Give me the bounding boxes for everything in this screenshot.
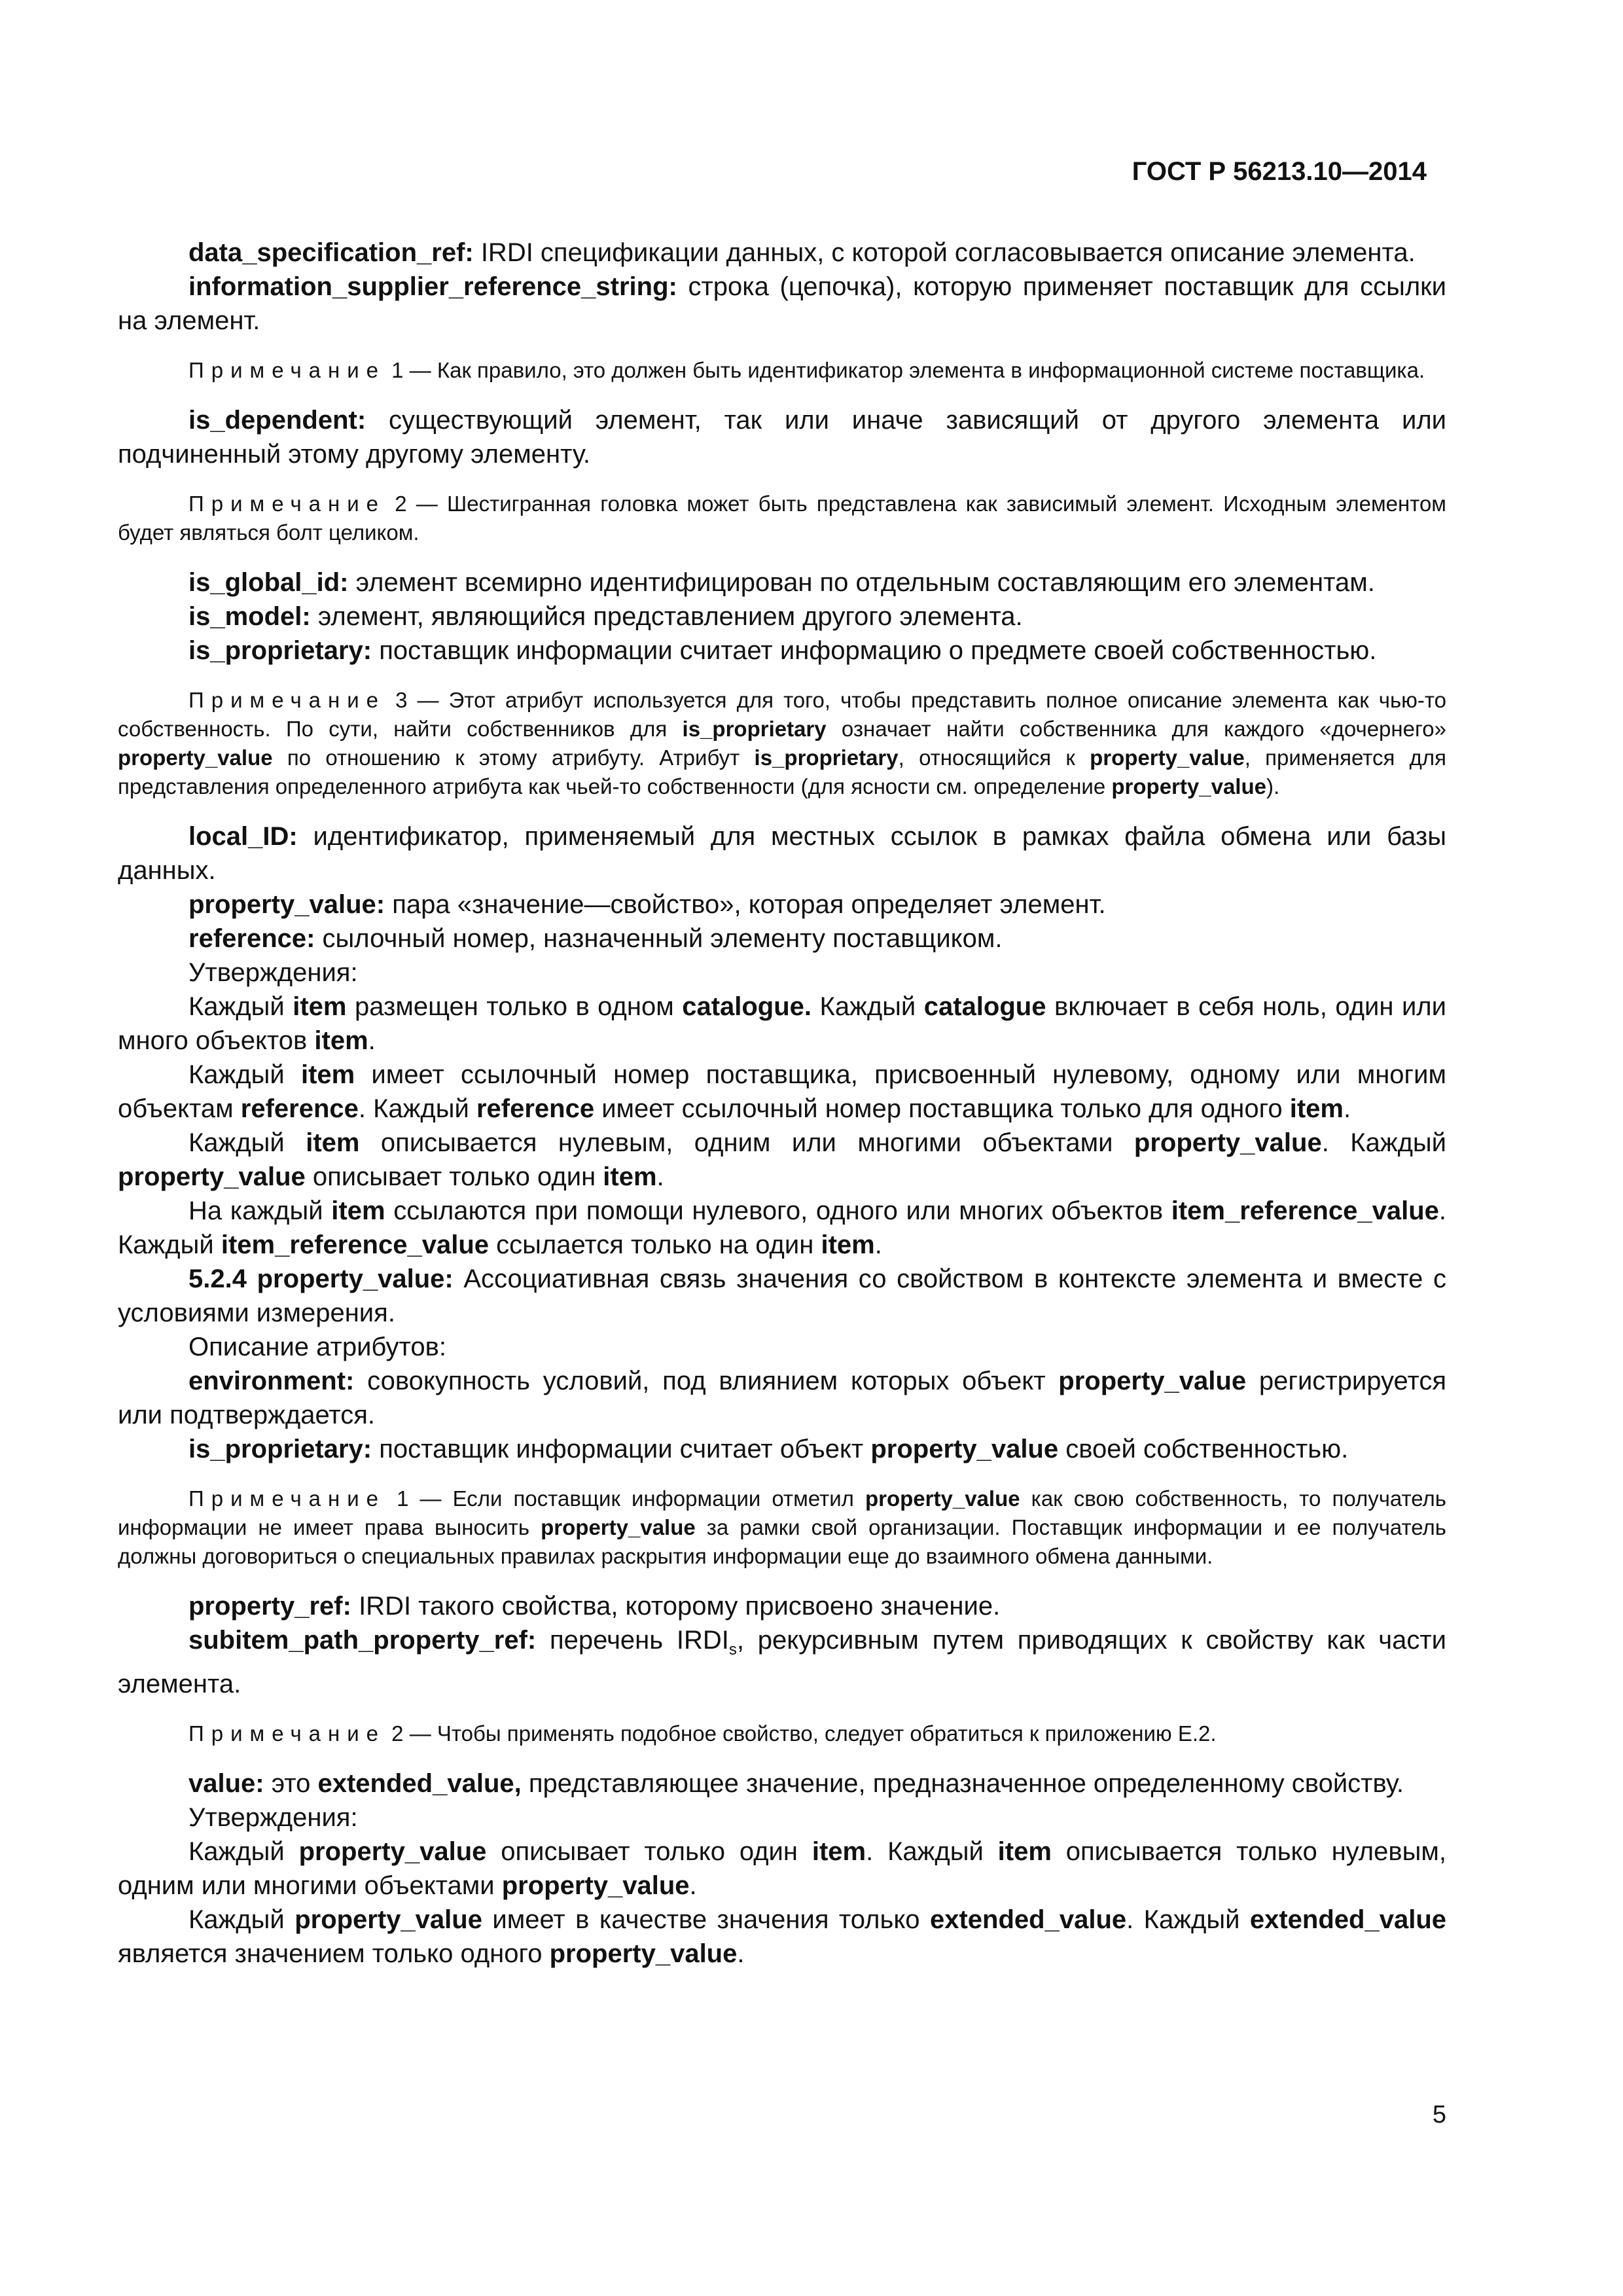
paragraph	[118, 1835, 1446, 1903]
note-label: Примечание	[188, 358, 386, 382]
paragraph	[118, 565, 1446, 600]
document-number: ГОСТ Р 56213.10—2014	[1132, 157, 1427, 186]
text-run: поставщик информации считает объект	[372, 1435, 871, 1463]
note-paragraph	[118, 686, 1446, 801]
term: catalogue	[923, 992, 1046, 1021]
text-run: поставщик информации считает информацию о предмете своей собственностью.	[372, 636, 1377, 665]
term: property_value	[865, 1486, 1020, 1511]
text-run: включает в себя ноль, один или много объектов	[118, 992, 1446, 1055]
term: item	[603, 1162, 657, 1191]
paragraph	[118, 1262, 1446, 1330]
paragraph	[118, 1364, 1446, 1432]
text-run: описывается нулевым, одним или многими объектами	[359, 1128, 1134, 1157]
text-run: ).	[1266, 774, 1280, 798]
note-label: Примечание	[188, 1721, 386, 1746]
text-run: совокупность условий, под влиянием которых объект	[354, 1367, 1059, 1395]
paragraph	[118, 888, 1446, 922]
document-body	[118, 236, 1446, 1971]
term: is_proprietary	[754, 745, 899, 770]
text-run: размещен только в одном	[346, 992, 683, 1021]
text-run: . Каждый	[1126, 1905, 1250, 1934]
text-run: IRDI такого свойства, которому присвоено значение.	[351, 1592, 1001, 1621]
text-run: .	[1343, 1094, 1351, 1123]
term: property_value	[1090, 745, 1245, 770]
text-run: Описание атрибутов:	[188, 1333, 446, 1361]
text-run: существующий элемент, так или иначе зависящий от другого элемента или подчиненный этому другому элементу.	[118, 406, 1446, 469]
paragraph	[118, 956, 1446, 990]
term: environment:	[188, 1367, 355, 1395]
text-run: это	[264, 1769, 318, 1798]
text-run: Каждый	[188, 1128, 306, 1157]
text-run: . Каждый	[358, 1094, 476, 1123]
text-run: описывается только нулевым, одним или многими объектами	[118, 1837, 1446, 1900]
text-run: регистрируется или подтверждается.	[118, 1367, 1446, 1429]
term: property_ref:	[188, 1592, 351, 1621]
paragraph	[118, 922, 1446, 956]
text-run: описывает только один	[305, 1162, 603, 1191]
term: extended_value	[929, 1905, 1127, 1934]
text-run: строка (цепочка), которую применяет поставщик для ссылки на элемент.	[118, 272, 1446, 335]
paragraph	[118, 819, 1446, 888]
text-run: 2 — Чтобы применять подобное свойство, следует обратиться к приложению Е.2.	[385, 1721, 1217, 1746]
term: property_value	[1111, 774, 1266, 798]
paragraph	[118, 1058, 1446, 1126]
term: item_reference_value	[221, 1230, 489, 1259]
note-paragraph	[118, 1484, 1446, 1571]
note-label: Примечание	[188, 492, 386, 516]
text-run: пара «значение—свойство», которая определяет элемент.	[385, 890, 1106, 919]
text-run: является значением только одного	[118, 1939, 550, 1968]
term: property_value	[118, 745, 273, 770]
text-run: описывает только один	[486, 1837, 812, 1866]
term: property_value	[1058, 1367, 1247, 1395]
term: is_model:	[188, 602, 311, 631]
text-run: Утверждения:	[188, 1803, 358, 1832]
term: information_supplier_reference_string:	[188, 272, 677, 301]
term: extended_value,	[317, 1769, 522, 1798]
text-run: означает найти собственника для каждого «дочернего»	[826, 717, 1446, 741]
term: data_specification_ref:	[188, 238, 474, 267]
term: item	[331, 1196, 385, 1225]
text-run: Каждый	[812, 992, 924, 1021]
term: item	[812, 1837, 866, 1866]
paragraph	[118, 1589, 1446, 1623]
text-run: за рамки свой организации. Поставщик информации и ее получатель должны договориться о специальных правилах раскрытия информации еще до взаимного обмена данными.	[118, 1515, 1446, 1568]
term: property_value	[501, 1871, 690, 1900]
paragraph	[118, 1126, 1446, 1194]
text-run: Каждый	[188, 992, 293, 1021]
text-run: 1 — Если поставщик информации отметил	[385, 1486, 865, 1511]
term: item	[306, 1128, 360, 1157]
term: property_value	[541, 1515, 696, 1539]
text-run: 2 — Шестигранная головка может быть представлена как зависимый элемент. Исходным элементом будет являться болт целиком.	[118, 492, 1446, 545]
text-run: На каждый	[188, 1196, 332, 1225]
term: item_reference_value	[1171, 1196, 1439, 1225]
note-label: Примечание	[188, 688, 386, 712]
text-run: . Каждый	[1321, 1128, 1447, 1157]
term: item	[821, 1230, 875, 1259]
text-run: .	[737, 1939, 745, 1968]
subscript: s	[728, 1641, 737, 1659]
text-run: . Каждый	[866, 1837, 998, 1866]
text-run: по отношению к этому атрибуту. Атрибут	[272, 745, 755, 770]
term: catalogue.	[682, 992, 812, 1021]
term: value:	[188, 1769, 264, 1798]
paragraph	[118, 1330, 1446, 1364]
text-run: своей собственностью.	[1058, 1435, 1349, 1463]
note-label: Примечание	[188, 1486, 386, 1511]
term: property_value	[298, 1837, 487, 1866]
paragraph	[118, 236, 1446, 270]
text-run: 1 — Как правило, это должен быть идентификатор элемента в информационной системе поставщика.	[385, 358, 1425, 382]
text-run: сылочный номер, назначенный элементу поставщиком.	[315, 924, 1003, 953]
paragraph	[118, 270, 1446, 338]
text-run: 3 — Этот атрибут используется для того, чтобы представить полное описание элемента как чью-то собственность. По сути, найти собственников для	[118, 688, 1446, 741]
text-run: Каждый	[188, 1837, 299, 1866]
text-run: ссылаются при помощи нулевого, одного или многих объектов	[385, 1196, 1171, 1225]
text-run: .	[689, 1871, 697, 1900]
paragraph	[118, 1194, 1446, 1262]
text-run: , применяется для представления определенного атрибута как чьей-то собственности (для ясности см. определение	[118, 745, 1446, 798]
text-run: как свою собственность, то получатель информации не имеет права выносить	[118, 1486, 1446, 1539]
term: property_value	[549, 1939, 738, 1968]
text-run: , относящийся к	[898, 745, 1090, 770]
text-run: .	[368, 1026, 376, 1055]
paragraph	[118, 990, 1446, 1058]
text-run: .	[874, 1230, 882, 1259]
paragraph	[118, 1432, 1446, 1466]
text-run: представляющее значение, предназначенное определенному свойству.	[521, 1769, 1404, 1798]
text-run: имеет в качестве значения только	[482, 1905, 930, 1934]
term: is_proprietary:	[188, 1435, 372, 1463]
term: item	[300, 1060, 355, 1089]
text-run: . Каждый	[118, 1196, 1446, 1259]
text-run: элемент, являющийся представлением другого элемента.	[310, 602, 1023, 631]
term: is_proprietary	[682, 717, 827, 741]
term: reference	[240, 1094, 359, 1123]
text-run: Утверждения:	[188, 958, 358, 987]
term: subitem_path_property_ref:	[188, 1626, 537, 1655]
paragraph	[118, 1903, 1446, 1971]
paragraph	[118, 1801, 1446, 1835]
text-run: Каждый	[188, 1905, 295, 1934]
text-run: имеет ссылочный номер поставщика только для одного	[594, 1094, 1290, 1123]
text-run: Каждый	[188, 1060, 301, 1089]
term: item	[1289, 1094, 1344, 1123]
term: is_dependent:	[188, 406, 366, 435]
note-paragraph	[118, 356, 1446, 385]
note-paragraph	[118, 1719, 1446, 1748]
text-run: Ассоциативная связь значения со свойством в контексте элемента и вместе с условиями измерения.	[118, 1265, 1446, 1327]
term: property_value:	[188, 890, 385, 919]
text-run: IRDI спецификации данных, с которой согласовывается описание элемента.	[473, 238, 1416, 267]
term: item	[997, 1837, 1052, 1866]
term: is_proprietary:	[188, 636, 372, 665]
note-paragraph	[118, 490, 1446, 547]
text-run: перечень IRDI	[536, 1626, 729, 1655]
text-run: имеет ссылочный номер поставщика, присвоенный нулевому, одному или многим объектам	[118, 1060, 1446, 1123]
term: reference	[476, 1094, 595, 1123]
text-run: ссылается только на один	[489, 1230, 821, 1259]
term: is_global_id:	[188, 568, 349, 597]
term: item	[293, 992, 347, 1021]
paragraph	[118, 634, 1446, 668]
paragraph	[118, 600, 1446, 634]
text-run: .	[656, 1162, 664, 1191]
term: extended_value	[1249, 1905, 1446, 1934]
text-run: идентификатор, применяемый для местных ссылок в рамках файла обмена или базы данных.	[118, 822, 1446, 885]
text-run: , рекурсивным путем приводящих к свойству как части элемента.	[118, 1626, 1447, 1698]
term: property_value	[294, 1905, 482, 1934]
term: local_ID:	[188, 822, 298, 851]
term: reference:	[188, 924, 315, 953]
term: 5.2.4 property_value:	[188, 1265, 454, 1293]
term: property_value	[870, 1435, 1059, 1463]
term: property_value	[118, 1162, 306, 1191]
term: item	[314, 1026, 368, 1055]
text-run: элемент всемирно идентифицирован по отдельным составляющим его элементам.	[348, 568, 1375, 597]
paragraph	[118, 403, 1446, 471]
paragraph	[118, 1767, 1446, 1801]
paragraph	[118, 1623, 1446, 1701]
page-number: 5	[1432, 2101, 1446, 2128]
term: property_value	[1133, 1128, 1322, 1157]
